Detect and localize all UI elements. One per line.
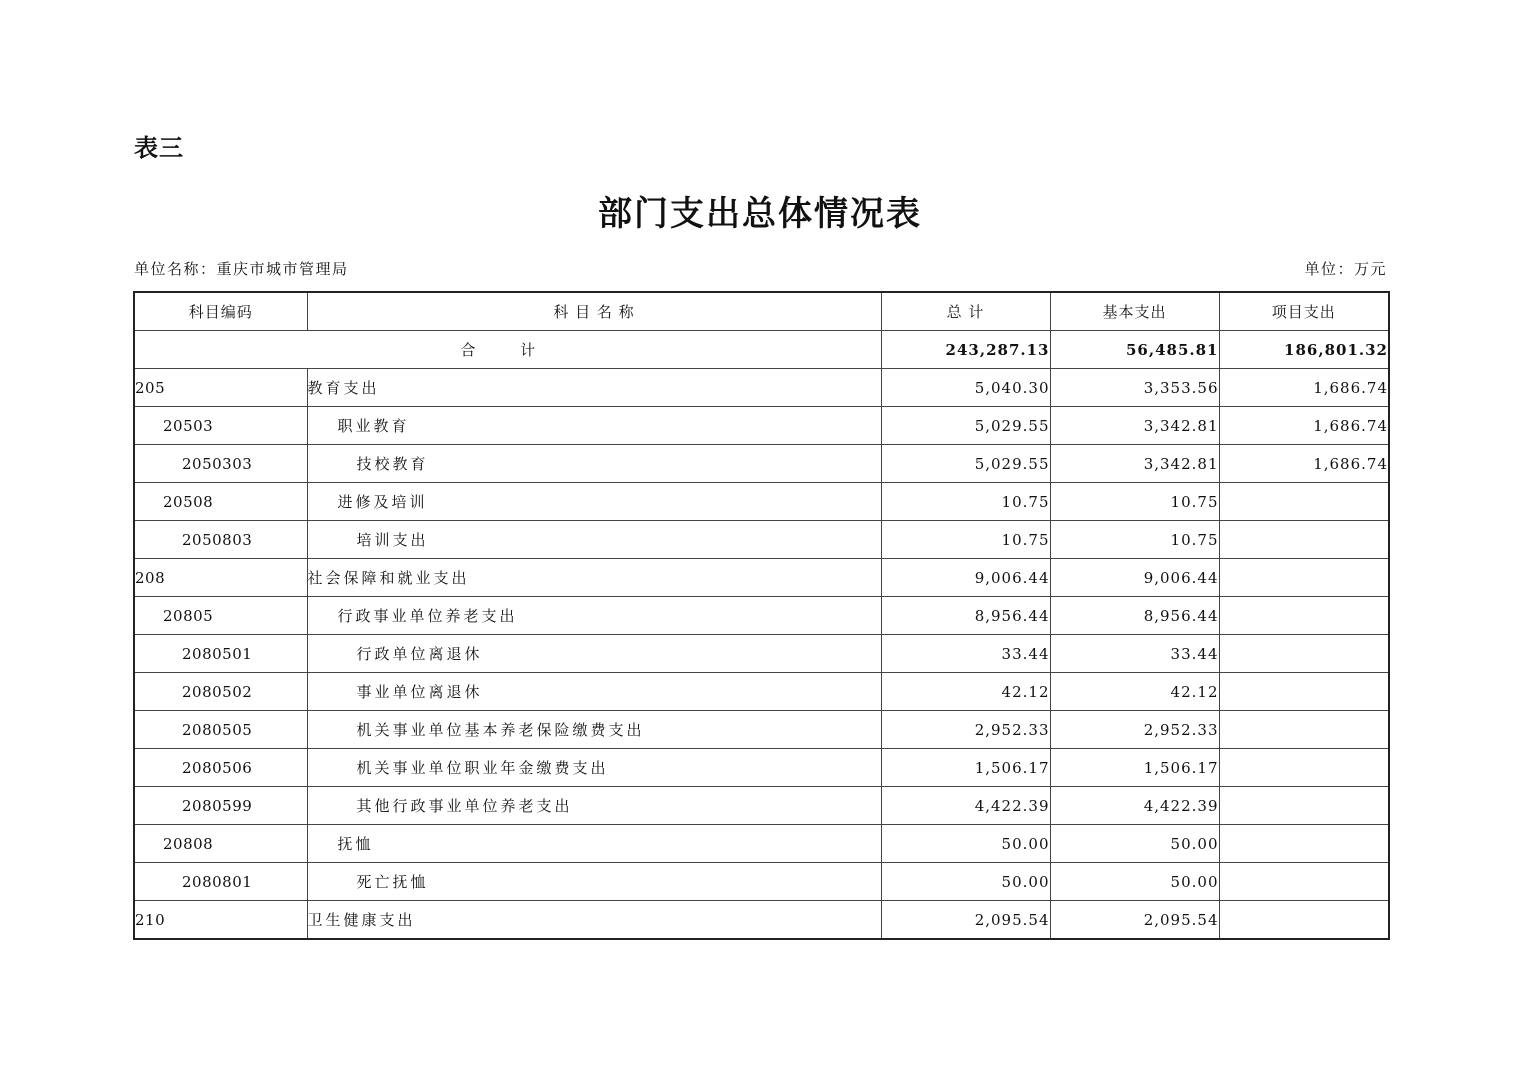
subject-name-cell: 其他行政事业单位养老支出 bbox=[307, 787, 881, 825]
subject-name-cell: 职业教育 bbox=[307, 407, 881, 445]
column-header-name: 科 目 名 称 bbox=[307, 292, 881, 331]
subject-name-cell: 卫生健康支出 bbox=[307, 901, 881, 940]
total-amount-cell: 5,040.30 bbox=[881, 369, 1050, 407]
table-row bbox=[134, 407, 1389, 445]
subject-name-cell: 教育支出 bbox=[307, 369, 881, 407]
table-row bbox=[134, 673, 1389, 711]
subject-code-cell: 205 bbox=[134, 369, 307, 407]
unit-name-label: 单位名称：重庆市城市管理局 bbox=[134, 260, 349, 278]
basic-amount-cell: 2,952.33 bbox=[1050, 711, 1219, 749]
table-header-row bbox=[134, 292, 1389, 331]
total-amount-cell: 50.00 bbox=[881, 863, 1050, 901]
table-row bbox=[134, 445, 1389, 483]
project-amount-cell bbox=[1219, 521, 1389, 559]
total-sum-cell: 243,287.13 bbox=[881, 331, 1050, 369]
table-row bbox=[134, 787, 1389, 825]
basic-amount-cell: 50.00 bbox=[1050, 863, 1219, 901]
column-header-total: 总 计 bbox=[881, 292, 1050, 331]
basic-amount-cell: 10.75 bbox=[1050, 483, 1219, 521]
subject-code-cell: 2080506 bbox=[134, 749, 307, 787]
total-basic-cell: 56,485.81 bbox=[1050, 331, 1219, 369]
total-amount-cell: 5,029.55 bbox=[881, 445, 1050, 483]
subject-name-cell: 培训支出 bbox=[307, 521, 881, 559]
project-amount-cell bbox=[1219, 749, 1389, 787]
subject-name-cell: 事业单位离退休 bbox=[307, 673, 881, 711]
total-amount-cell: 4,422.39 bbox=[881, 787, 1050, 825]
table-row bbox=[134, 521, 1389, 559]
subject-code-cell: 2080501 bbox=[134, 635, 307, 673]
total-label: 合 计 bbox=[134, 331, 881, 369]
subject-code-cell: 208 bbox=[134, 559, 307, 597]
project-amount-cell bbox=[1219, 825, 1389, 863]
subject-code-cell: 2080505 bbox=[134, 711, 307, 749]
subject-code-cell: 20503 bbox=[134, 407, 307, 445]
basic-amount-cell: 3,342.81 bbox=[1050, 445, 1219, 483]
basic-amount-cell: 1,506.17 bbox=[1050, 749, 1219, 787]
currency-unit-label: 单位：万元 bbox=[1304, 260, 1387, 278]
project-amount-cell bbox=[1219, 559, 1389, 597]
subject-code-cell: 2050803 bbox=[134, 521, 307, 559]
table-row bbox=[134, 863, 1389, 901]
basic-amount-cell: 10.75 bbox=[1050, 521, 1219, 559]
table-row bbox=[134, 483, 1389, 521]
project-amount-cell bbox=[1219, 483, 1389, 521]
project-amount-cell bbox=[1219, 863, 1389, 901]
table-row bbox=[134, 825, 1389, 863]
basic-amount-cell: 2,095.54 bbox=[1050, 901, 1219, 940]
basic-amount-cell: 50.00 bbox=[1050, 825, 1219, 863]
total-amount-cell: 10.75 bbox=[881, 483, 1050, 521]
page-title: 部门支出总体情况表 bbox=[598, 194, 922, 234]
table-row bbox=[134, 635, 1389, 673]
total-amount-cell: 42.12 bbox=[881, 673, 1050, 711]
basic-amount-cell: 3,353.56 bbox=[1050, 369, 1219, 407]
project-amount-cell bbox=[1219, 597, 1389, 635]
total-row bbox=[134, 331, 1389, 369]
table-row bbox=[134, 749, 1389, 787]
subject-name-cell: 进修及培训 bbox=[307, 483, 881, 521]
total-amount-cell: 50.00 bbox=[881, 825, 1050, 863]
subject-code-cell: 20808 bbox=[134, 825, 307, 863]
subject-name-cell: 机关事业单位基本养老保险缴费支出 bbox=[307, 711, 881, 749]
subject-name-cell: 社会保障和就业支出 bbox=[307, 559, 881, 597]
project-amount-cell: 1,686.74 bbox=[1219, 369, 1389, 407]
basic-amount-cell: 4,422.39 bbox=[1050, 787, 1219, 825]
table-number-label: 表三 bbox=[134, 134, 184, 162]
total-amount-cell: 9,006.44 bbox=[881, 559, 1050, 597]
total-amount-cell: 2,095.54 bbox=[881, 901, 1050, 940]
project-amount-cell bbox=[1219, 673, 1389, 711]
total-amount-cell: 33.44 bbox=[881, 635, 1050, 673]
project-amount-cell bbox=[1219, 635, 1389, 673]
subject-code-cell: 20805 bbox=[134, 597, 307, 635]
subject-name-cell: 行政事业单位养老支出 bbox=[307, 597, 881, 635]
expenditure-table bbox=[133, 291, 1390, 940]
subject-name-cell: 技校教育 bbox=[307, 445, 881, 483]
basic-amount-cell: 8,956.44 bbox=[1050, 597, 1219, 635]
total-project-cell: 186,801.32 bbox=[1219, 331, 1389, 369]
project-amount-cell: 1,686.74 bbox=[1219, 407, 1389, 445]
subject-name-cell: 抚恤 bbox=[307, 825, 881, 863]
basic-amount-cell: 9,006.44 bbox=[1050, 559, 1219, 597]
subject-name-cell: 死亡抚恤 bbox=[307, 863, 881, 901]
table-row bbox=[134, 901, 1389, 940]
subject-code-cell: 20508 bbox=[134, 483, 307, 521]
total-amount-cell: 2,952.33 bbox=[881, 711, 1050, 749]
table-row bbox=[134, 369, 1389, 407]
subject-code-cell: 2080502 bbox=[134, 673, 307, 711]
subject-code-cell: 210 bbox=[134, 901, 307, 940]
project-amount-cell bbox=[1219, 901, 1389, 940]
table-row bbox=[134, 711, 1389, 749]
subject-name-cell: 机关事业单位职业年金缴费支出 bbox=[307, 749, 881, 787]
basic-amount-cell: 33.44 bbox=[1050, 635, 1219, 673]
subject-code-cell: 2050303 bbox=[134, 445, 307, 483]
table-row bbox=[134, 597, 1389, 635]
project-amount-cell: 1,686.74 bbox=[1219, 445, 1389, 483]
subject-code-cell: 2080801 bbox=[134, 863, 307, 901]
total-amount-cell: 5,029.55 bbox=[881, 407, 1050, 445]
table-row bbox=[134, 559, 1389, 597]
column-header-project: 项目支出 bbox=[1219, 292, 1389, 331]
table-body bbox=[134, 331, 1389, 940]
column-header-basic: 基本支出 bbox=[1050, 292, 1219, 331]
project-amount-cell bbox=[1219, 787, 1389, 825]
total-amount-cell: 10.75 bbox=[881, 521, 1050, 559]
project-amount-cell bbox=[1219, 711, 1389, 749]
column-header-code: 科目编码 bbox=[134, 292, 307, 331]
total-amount-cell: 8,956.44 bbox=[881, 597, 1050, 635]
total-amount-cell: 1,506.17 bbox=[881, 749, 1050, 787]
basic-amount-cell: 42.12 bbox=[1050, 673, 1219, 711]
subject-name-cell: 行政单位离退休 bbox=[307, 635, 881, 673]
basic-amount-cell: 3,342.81 bbox=[1050, 407, 1219, 445]
subject-code-cell: 2080599 bbox=[134, 787, 307, 825]
